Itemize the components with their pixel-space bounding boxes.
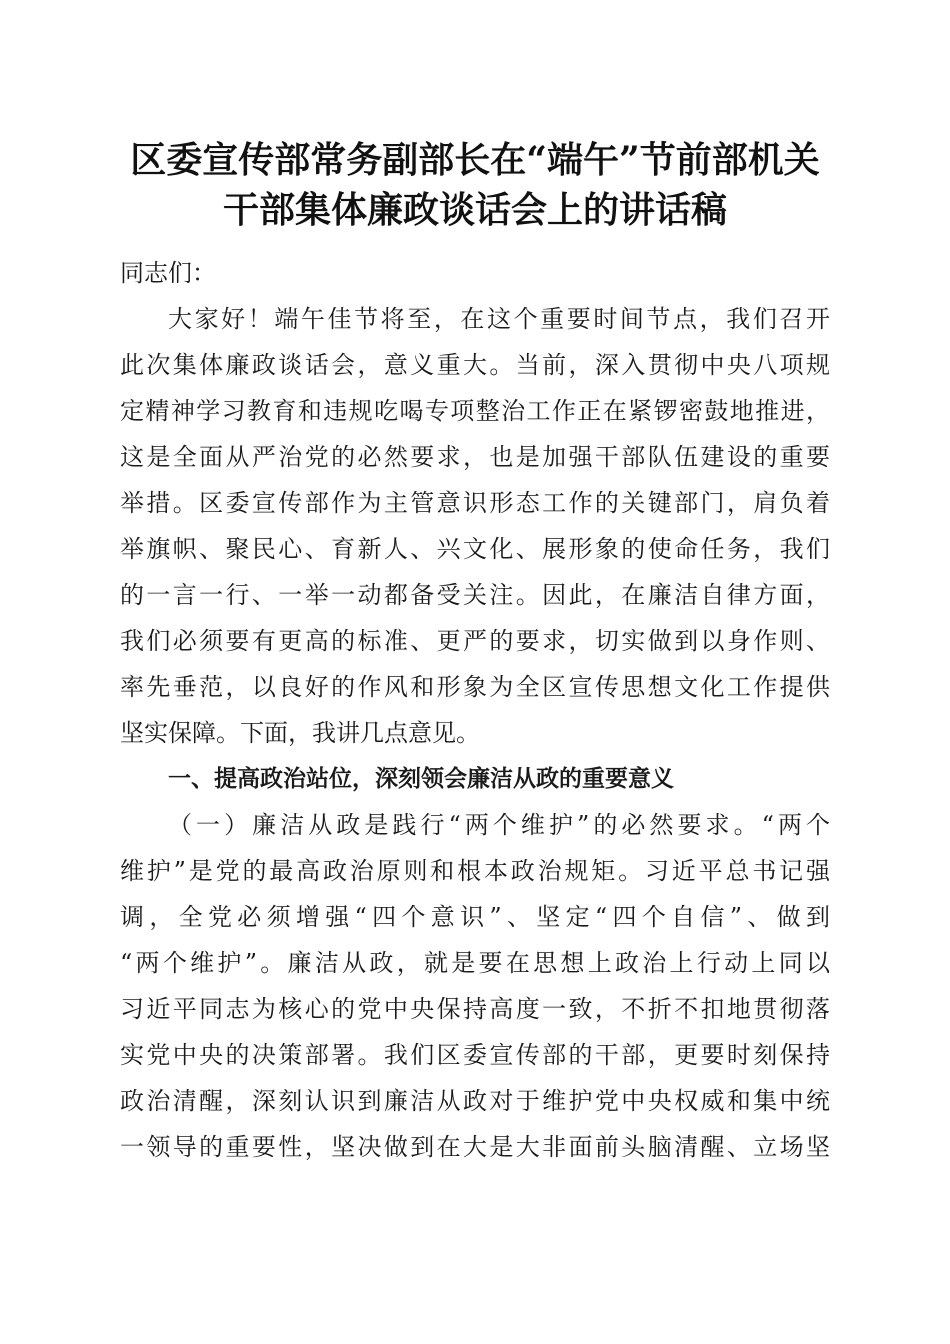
paragraph-line: 举旗帜、聚民心、育新人、兴文化、展形象的使命任务，我们 xyxy=(120,535,830,563)
document-title xyxy=(100,135,850,235)
paragraph-line: 习近平同志为核心的党中央保持高度一致，不折不扣地贯彻落 xyxy=(120,995,830,1023)
paragraph-line: 举措。区委宣传部作为主管意识形态工作的关键部门，肩负着 xyxy=(120,489,830,517)
paragraph-line: 大家好！端午佳节将至，在这个重要时间节点，我们召开 xyxy=(168,305,830,333)
paragraph-2 xyxy=(120,802,830,1170)
paragraph-line: “两个维护”。廉洁从政，就是要在思想上政治上行动上同以 xyxy=(120,949,830,977)
paragraph-line: 此次集体廉政谈话会，意义重大。当前，深入贯彻中央八项规 xyxy=(120,351,830,379)
paragraph-line: 的一言一行、一举一动都备受关注。因此，在廉洁自律方面， xyxy=(120,581,830,609)
paragraph-line: 政治清醒，深刻认识到廉洁从政对于维护党中央权威和集中统 xyxy=(120,1087,830,1115)
title-line-1: 区委宣传部常务副部长在“端午”节前部机关 xyxy=(130,139,820,181)
section-heading-1: 一、提高政治站位，深刻领会廉洁从政的重要意义 xyxy=(168,766,674,792)
paragraph-line: 这是全面从严治党的必然要求，也是加强干部队伍建设的重要 xyxy=(120,443,830,471)
paragraph-line: 一领导的重要性，坚决做到在大是大非面前头脑清醒、立场坚 xyxy=(120,1133,830,1161)
paragraph-line: 我们必须要有更高的标准、更严的要求，切实做到以身作则、 xyxy=(120,627,830,655)
paragraph-line: 坚实保障。下面，我讲几点意见。 xyxy=(120,719,480,747)
paragraph-line: 实党中央的决策部署。我们区委宣传部的干部，更要时刻保持 xyxy=(120,1041,830,1069)
paragraph-1 xyxy=(120,296,830,756)
paragraph-line: （一）廉洁从政是践行“两个维护”的必然要求。“两个 xyxy=(168,811,830,839)
paragraph-line: 定精神学习教育和违规吃喝专项整治工作正在紧锣密鼓地推进， xyxy=(120,397,830,425)
title-line-2: 干部集体廉政谈话会上的讲话稿 xyxy=(222,189,727,231)
paragraph-line: 维护”是党的最高政治原则和根本政治规矩。习近平总书记强 xyxy=(120,857,830,885)
document-body xyxy=(120,250,830,1170)
paragraph-line: 率先垂范，以良好的作风和形象为全区宣传思想文化工作提供 xyxy=(120,673,830,701)
paragraph-line: 调，全党必须增强“四个意识”、坚定“四个自信”、做到 xyxy=(120,903,830,931)
salutation: 同志们： xyxy=(120,259,216,287)
